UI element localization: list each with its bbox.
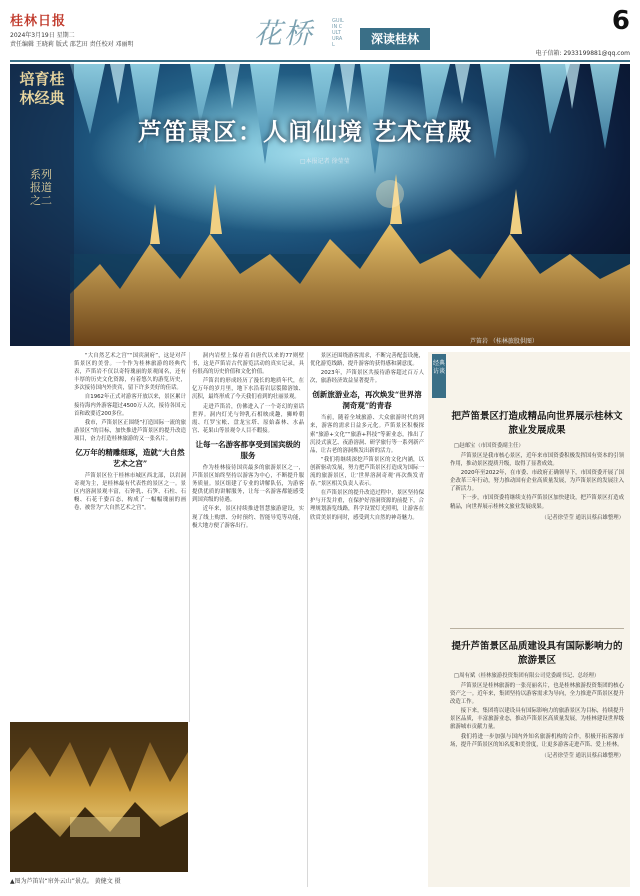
paragraph: 下一步，市国资委将继续支持芦笛景区加快建设，把芦笛景区打造成精品，向世界展示桂林文旅业发展成果。 bbox=[450, 495, 624, 510]
sidebar-divider bbox=[450, 628, 624, 629]
paragraph: 芦笛景区是我市核心景区，近年来市国资委积极发挥国有资本的引领作用，推动景区提质升级，取得了显著成效。 bbox=[450, 453, 624, 468]
editor-credits: 责任编辑 王晓莉 版式 邵艺田 责任校对 邓丽明 bbox=[10, 41, 134, 48]
issue-date: 2024年3月19日 星期二 bbox=[10, 32, 75, 39]
interview-1-body bbox=[450, 452, 624, 511]
paragraph: 自1962年正式对游客开放以来，景区累计接待海内外游客超过4500万人次，接待各国元首和政要近200多位。 bbox=[74, 394, 186, 417]
paragraph: 芦笛景区位于桂林市城区西北部，以岩洞奇观为主，是桂林最有代表性的景区之一。景区内溶洞景观丰富，石钟乳、石笋、石柱、石幔、石花千姿百态，构成了一幅幅瑰丽的画卷，被誉为“大自然艺术之宫”。 bbox=[74, 473, 186, 512]
interview-1-author: □赵邮宝（市国资委副主任） bbox=[454, 443, 524, 449]
paragraph: “大自然艺术之宫”“国宾洞府”，这是对芦笛景区的美誉。一个作为桂林旅游的经典代表，芦笛岩不仅以奇特瑰丽的景观闻名，还有丰厚的历史文化资源，有着悠久的游览历史，多次接待国内外贵宾，留下许多美好的佳话。 bbox=[74, 353, 186, 392]
interview-1-sign: （记者徐莹莹 通讯员蔡启雄整理） bbox=[541, 514, 624, 521]
cave-illustration bbox=[10, 64, 630, 346]
series-subtitle: 系列报道之二 bbox=[30, 168, 52, 207]
subheading: 让每一名游客都享受到国宾级的服务 bbox=[195, 439, 301, 460]
interview-2-body bbox=[450, 682, 624, 749]
paragraph: 我市，芦笛景区正围绕“打造国际一流的旅游景区”的目标，加快推进芦笛景区的提升改造项目，奋力打造桂林旅游的又一张名片。 bbox=[74, 419, 186, 442]
paragraph: 作为桂林接待国宾最多的旅游景区之一，芦笛景区始终坚持以游客为中心，不断提升服务质量。景区组建了专业的讲解队伍，为游客提供优质的讲解服务，让每一名游客都能感受到国宾级的待遇。 bbox=[192, 464, 304, 504]
column-divider bbox=[307, 352, 308, 887]
paragraph: 我们将进一步加强与国内外知名旅游机构的合作，积极开拓客源市场，提升芦笛景区的知名度和美誉度，让更多游客走进芦笛、爱上桂林。 bbox=[450, 733, 624, 748]
byline: □本报记者 徐莹莹 bbox=[300, 158, 350, 165]
sidebar-tag: 经典访谈 bbox=[432, 354, 446, 398]
subheading: 创新旅游业态，再次焕发“世界溶洞奇观”的青春 bbox=[312, 390, 422, 411]
header-rule bbox=[10, 60, 630, 62]
masthead bbox=[10, 6, 630, 58]
page-number: 6 bbox=[611, 6, 630, 36]
newspaper-logo: 桂林日报 bbox=[10, 14, 67, 29]
interview-2 bbox=[450, 640, 624, 885]
column-english-title: GUILIN CULTURAL bbox=[332, 18, 344, 48]
paragraph: 接下来，集团将以建设具有国际影响力的旅游景区为目标，持续提升景区品质，丰富旅游业态，推动芦笛景区高质量发展，为桂林建设世界级旅游城市贡献力量。 bbox=[450, 708, 624, 731]
subheading: 亿万年的精雕细琢，造就“大自然艺术之宫” bbox=[75, 448, 185, 469]
hero-caption: 芦笛岩 （桂林旅股供图） bbox=[470, 338, 538, 345]
interview-2-title: 提升芦笛景区品质建设具有国际影响力的旅游景区 bbox=[451, 641, 623, 666]
column-title: 花桥 bbox=[254, 17, 315, 50]
hero-photo bbox=[10, 64, 630, 346]
paragraph: 近年来，景区持续推进智慧旅游建设，实现了线上购票、分时预约、智能导览等功能，极大地方便了游客出行。 bbox=[192, 506, 304, 529]
paragraph: 当前，随着全域旅游、大众旅游时代的到来，游客的需求日益多元化。芦笛景区积极探索“旅游+文化”“旅游+科技”等新业态，推出了沉浸式演艺、夜游溶洞、研学旅行等一系列新产品，让古老的溶洞焕发出新的活力。 bbox=[310, 415, 424, 454]
column-divider bbox=[189, 352, 190, 722]
contact-email: 电子信箱: 2933199881@qq.com bbox=[535, 50, 630, 57]
cave-photo bbox=[10, 722, 188, 872]
article-column-3 bbox=[310, 352, 424, 887]
paragraph: 洞内岩壁上保存着自唐代以来的77则壁书，这是芦笛岩古代游览活动的真实记录，具有很高的历史价值和文化价值。 bbox=[192, 353, 304, 376]
paragraph: 2020年至2022年，在市委、市政府正确领导下，市国资委开展了国企改革三年行动，努力推动国有企业高质量发展，为芦笛景区的发展注入了新活力。 bbox=[450, 470, 624, 493]
series-title: 培育桂林经典 bbox=[19, 70, 65, 107]
interview-2-author: □周有斌（桂林旅游投资集团有限公司党委副书记、总经理） bbox=[454, 673, 600, 679]
paragraph: “我们将继续深挖芦笛景区的文化内涵，以创新驱动发展，努力把芦笛景区打造成为国际一流的旅游景区，让‘世界溶洞奇观’再次焕发青春。”景区相关负责人表示。 bbox=[310, 456, 424, 488]
article-column-2 bbox=[192, 352, 304, 887]
interview-1-title: 把芦笛景区打造成精品向世界展示桂林文旅业发展成果 bbox=[451, 411, 623, 436]
paragraph: 芦笛岩的形成经历了漫长的地质年代，在亿万年的岁月里，地下水沿着岩层裂隙溶蚀、沉积，最终形成了今天我们看到的壮丽景观。 bbox=[192, 378, 304, 401]
paragraph: 走进芦笛岩，仿佛进入了一个奇幻的童话世界。洞内灯光与钟乳石相映成趣，狮岭朝霞、红罗宝帐、盘龙宝塔、原始森林、水晶宫、花果山等景观令人目不暇接。 bbox=[192, 403, 304, 434]
headline: 芦笛景区：人间仙境 艺术宫殿 bbox=[138, 117, 473, 146]
article-column-1 bbox=[74, 352, 186, 720]
cave-photo-illustration bbox=[10, 722, 188, 872]
interview-1 bbox=[450, 410, 624, 622]
paragraph: 芦笛景区是桂林旅游的一张亮丽名片，也是桂林旅游投资集团的核心资产之一。近年来，集团坚持以游客需求为导向，全力推进芦笛景区提升改造工作。 bbox=[450, 683, 624, 706]
paragraph: 在芦笛景区的提升改造过程中，景区坚持保护与开发并重，在保护好溶洞资源的前提下，合理规划游览线路，科学设置灯光照明，让游客在欣赏美景的同时，感受到大自然的神奇魅力。 bbox=[310, 490, 424, 521]
section-tag: 深读桂林 bbox=[360, 28, 430, 50]
interview-2-sign: （记者徐莹莹 通讯员蔡启雄整理） bbox=[541, 752, 624, 759]
issue-info bbox=[10, 31, 190, 49]
paragraph: 2023年，芦笛景区共接待游客超过百万人次，旅游经济效益显著提升。 bbox=[310, 370, 424, 385]
paragraph: 景区还围绕游客需求，不断完善配套设施，优化游览线路，提升游客的获得感和满意度。 bbox=[310, 353, 424, 368]
photo-caption: ▲图为芦笛岩“帘外云山”景点。 黄健文 摄 bbox=[10, 878, 121, 885]
